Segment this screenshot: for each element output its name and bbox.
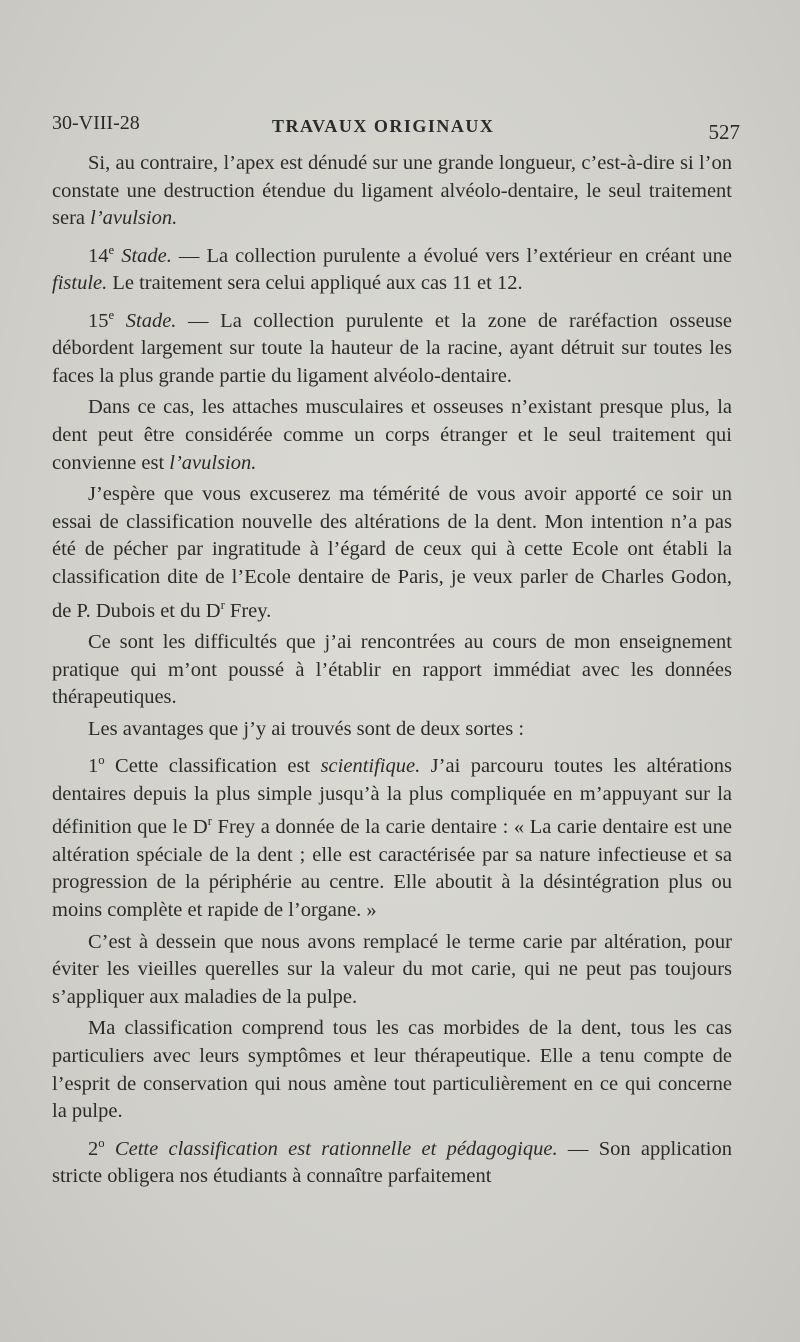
superscript: e (108, 307, 115, 322)
text-run: Frey a donnée de la carie dentaire : « La carie dentaire est une altération spéciale de la dent ; elle est caractérisée par sa nature infectieuse et sa progression de la périphérie au centre. Elle aboutit à la désintégration plus ou moins complète et rapide de l’organe. » (52, 816, 733, 921)
paragraph (52, 629, 732, 712)
italic-text: Cette classification est rationnelle et pédagogique. (114, 1137, 558, 1160)
text-run: Le traitement sera celui appliqué aux cas 11 et 12. (107, 272, 523, 295)
paragraph (52, 1130, 732, 1191)
text-run: Frey. (224, 599, 272, 622)
superscript: r (220, 597, 225, 612)
header-title: TRAVAUX ORIGINAUX (272, 116, 495, 136)
text-run: J’ai parcouru toutes les altérations dentaires depuis la plus simple jusqu’à la plus compliquée en m’appuyant sur la définition que le D (52, 755, 732, 839)
page-number: 527 (708, 120, 740, 144)
superscript: o (98, 1135, 105, 1150)
text-run: — Son application stricte obligera nos étudiants à connaître parfaitement (52, 1137, 732, 1188)
text-run: — La collection purulente et la zone de raréfaction osseuse débordent largement sur toute la hauteur de la racine, ayant détruit sur toutes les faces la plus grande partie du ligament alvéolo-dentaire. (52, 309, 733, 387)
text-run: — La collection purulente a évolué vers l’extérieur en créant une (171, 244, 732, 267)
paragraph (52, 481, 732, 625)
text-run: 15 (88, 309, 109, 332)
italic-text: fistule. (52, 272, 108, 295)
paragraph (52, 716, 732, 744)
text-run: Ce sont les difficultés que j’ai rencontrées au cours de mon enseignement pratique qui m’ont poussé à l’établir en rapport immédiat avec les données thérapeutiques. (52, 630, 732, 709)
text-run: Si, au contraire, l’apex est dénudé sur une grande longueur, c’est-à-dire si l’on constate une destruction étendue du ligament alvéolo-dentaire, le seul traitement sera (52, 152, 732, 230)
header-date: 30-VIII-28 (52, 112, 140, 134)
italic-text: Stade. (125, 309, 177, 332)
text-run (114, 310, 126, 332)
body-text (52, 150, 732, 1191)
paragraph (52, 394, 732, 477)
text-run: Dans ce cas, les attaches musculaires et osseuses n’existant presque plus, la dent peut être considérée comme un corps étranger et le seul traitement qui convienne est (52, 396, 732, 474)
paragraph (52, 302, 732, 391)
paragraph (52, 1015, 732, 1125)
text-run: 14 (88, 244, 109, 267)
paragraph (52, 747, 732, 924)
paragraph (52, 237, 732, 298)
superscript: e (108, 242, 115, 257)
italic-text: l’avulsion. (90, 207, 178, 230)
paragraph (52, 929, 732, 1012)
text-run: 1 (88, 755, 99, 778)
text-run: Cette classification est (104, 755, 321, 778)
superscript: r (207, 814, 212, 829)
text-run: 2 (88, 1137, 99, 1160)
running-header (52, 112, 740, 148)
text-run: C’est à dessein que nous avons remplacé le terme carie par altération, pour éviter les vieilles querelles sur la valeur du mot carie, qui ne peut pas toujours s’appliquer aux maladies de la pulpe. (52, 930, 732, 1008)
text-run: Ma classification comprend tous les cas morbides de la dent, tous les cas particuliers avec leurs symptômes et leur thérapeutique. Elle a tenu compte de l’esprit de conservation qui nous amène tout particulièrement en ce qui concerne la pulpe. (52, 1017, 732, 1123)
paragraph (52, 150, 732, 233)
italic-text: l’avulsion. (169, 451, 257, 474)
superscript: o (98, 753, 105, 768)
text-run: Les avantages que j’y ai trouvés sont de deux sortes : (88, 717, 525, 740)
italic-text: Stade. (121, 244, 172, 267)
italic-text: scientifique. (320, 755, 421, 778)
text-run: J’espère que vous excuserez ma témérité de vous avoir apporté ce soir un essai de classification nouvelle des altérations de la dent. Mon intention n’a pas été de pécher par ingratitude à l’égard de ceux qui à cette Ecole ont établi la classification dite de l’Ecole dentaire de Paris, je veux parler de Charles Godon, de P. Dubois et du D (52, 483, 732, 622)
text-run (105, 1138, 115, 1160)
